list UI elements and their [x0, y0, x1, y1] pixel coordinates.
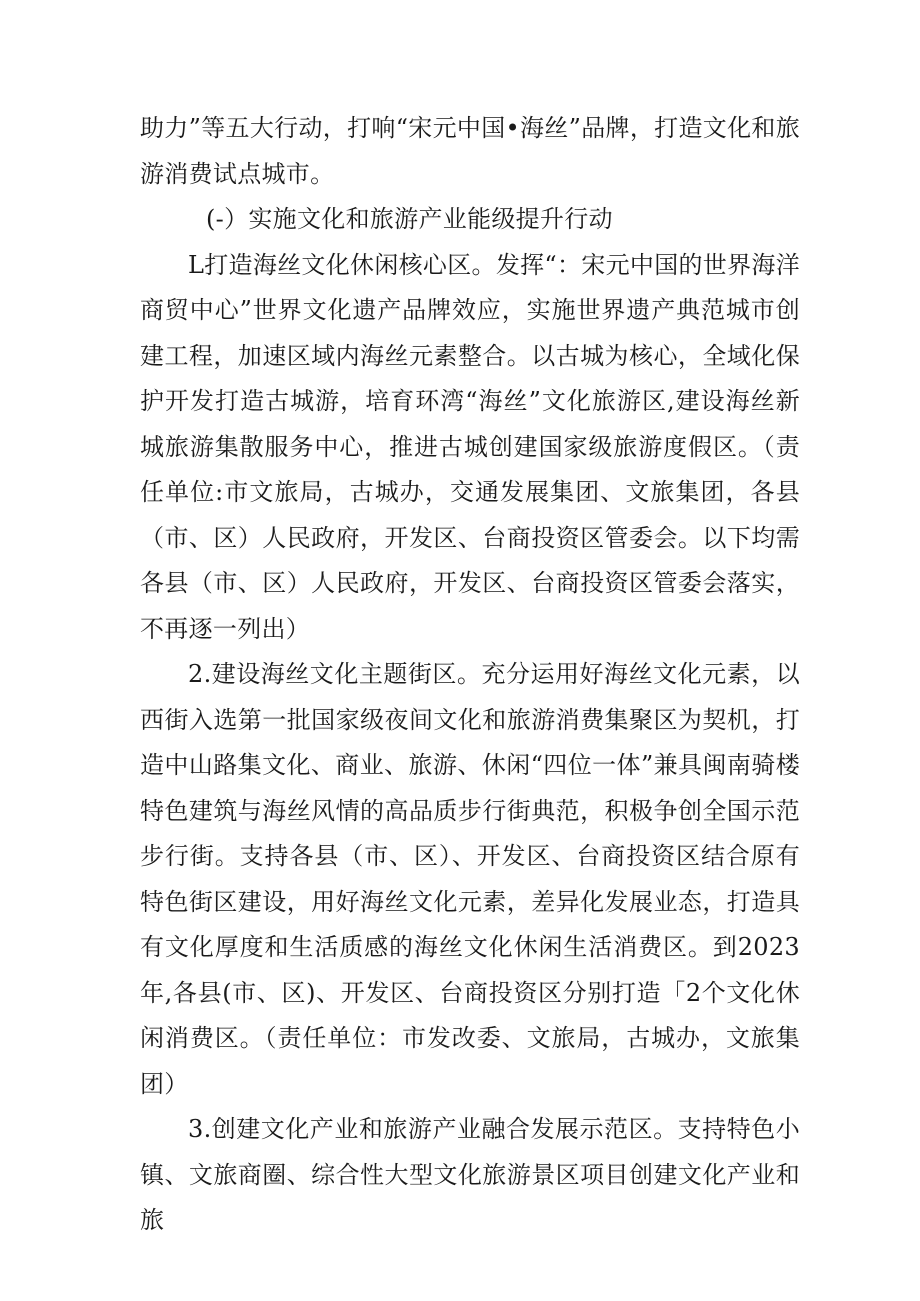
paragraph-item-3: 3.创建文化产业和旅游产业融合发展示范区。支持特色小镇、文旅商圈、综合性大型文化旅游景区项目创建文化产业和旅	[140, 1115, 800, 1234]
paragraph-item-2: 2.建设海丝文化主题街区。充分运用好海丝文化元素，以西街入选第一批国家级夜间文化和旅游消费集聚区为契机，打造中山路集文化、商业、旅游、休闲“四位一体”兼具闽南骑楼特色建筑与海丝风情的高品质步行街典范，积极争创全国示范步行街。支持各县（市、区）、开发区、台商投资区结合原有特色街区建设，用好海丝文化元素，差异化发展业态，打造具有文化厚度和生活质感的海丝文化休闲生活消费区。到2023年,各县(市、区)、开发区、台商投资区分别打造「2个文化休闲消费区。（责任单位：市发改委、文旅局，古城办，文旅集团）	[140, 660, 800, 1098]
paragraph-continuation: 助力”等五大行动，打响“宋元中国•海丝”品牌，打造文化和旅游消费试点城市。	[140, 114, 800, 188]
section-heading: (-）实施文化和旅游产业能级提升行动	[206, 205, 613, 233]
paragraph-item-1: L打造海丝文化休闲核心区。发挥“：宋元中国的世界海洋商贸中心”世界文化遗产品牌效应，实施世界遗产典范城市创建工程，加速区域内海丝元素整合。以古城为核心，全域化保护开发打造古城游，培育环湾“海丝”文化旅游区,建设海丝新城旅游集散服务中心，推进古城创建国家级旅游度假区。（责任单位:市文旅局，古城办，交通发展集团、文旅集团，各县（市、区）人民政府，开发区、台商投资区管委会。以下均需各县（市、区）人民政府，开发区、台商投资区管委会落实，不再逐一列出）	[140, 250, 801, 643]
document-body	[140, 106, 800, 1244]
